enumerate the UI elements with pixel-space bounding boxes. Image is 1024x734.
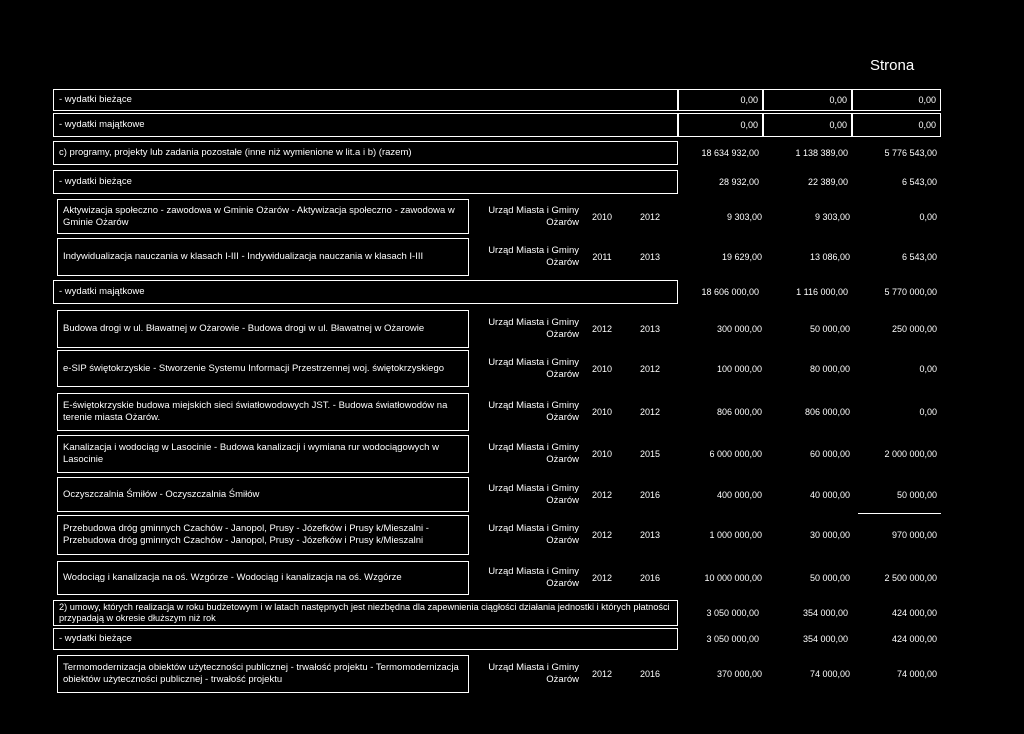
value-2: 74 000,00 (809, 669, 850, 679)
year-to: 2013 (639, 252, 661, 262)
year-to: 2012 (639, 407, 661, 417)
value-3: 250 000,00 (891, 324, 937, 334)
value-3: 2 500 000,00 (884, 573, 937, 583)
value-1: 3 050 000,00 (706, 634, 759, 644)
row-label: e-SIP świętokrzyskie - Stworzenie Systemu Informacji Przestrzennej woj. świętokrzyskiego (57, 350, 469, 387)
table-row (53, 141, 941, 165)
row-label: 2) umowy, których realizacja w roku budżetowym i w latach następnych jest niezbędna dla zapewnienia ciągłości działania jednostki i których płatności przypadają w okresie dłuższym niż rok (53, 600, 678, 626)
year-from: 2010 (591, 407, 613, 417)
value-2: 9 303,00 (814, 211, 850, 222)
year-to: 2013 (639, 530, 661, 540)
table-row (53, 393, 941, 431)
row-label: - wydatki bieżące (53, 628, 678, 650)
year-from: 2010 (591, 211, 613, 222)
value-3: 5 770 000,00 (884, 287, 937, 297)
value-2: 1 116 000,00 (796, 287, 848, 297)
year-to: 2012 (639, 211, 661, 222)
row-label: Kanalizacja i wodociąg w Lasocinie - Budowa kanalizacji i wymiana rur wodociągowych w Lasocinie (57, 435, 469, 473)
row-label: Przebudowa dróg gminnych Czachów - Janopol, Prusy - Józefków i Prusy k/Mieszalni - Przebudowa dróg gminnych Czachów - Janopol, Prusy - Józefków i Prusy k/Mieszalni (57, 515, 469, 555)
value-2: 50 000,00 (809, 573, 850, 583)
row-label: Aktywizacja społeczno - zawodowa w Gminie Ożarów - Aktywizacja społeczno - zawodowa w Gminie Ożarów (57, 199, 469, 234)
unit-name: Urząd Miasta i Gminy Ożarów (488, 523, 579, 546)
value-1: 9 303,00 (726, 211, 762, 222)
table-row (53, 310, 941, 348)
value-3: 424 000,00 (891, 634, 937, 644)
unit-name: Urząd Miasta i Gminy Ożarów (488, 204, 579, 228)
value-2: 0,00 (763, 113, 852, 137)
unit-name: Urząd Miasta i Gminy Ożarów (488, 566, 579, 589)
value-2: 806 000,00 (804, 407, 850, 417)
value-1: 3 050 000,00 (706, 608, 759, 618)
table-row (53, 350, 941, 387)
row-separator (858, 513, 941, 514)
value-1: 300 000,00 (716, 324, 762, 334)
value-1: 0,00 (678, 113, 763, 137)
value-2: 30 000,00 (809, 530, 850, 540)
year-to: 2013 (639, 324, 661, 334)
value-3: 50 000,00 (896, 489, 937, 500)
value-1: 28 932,00 (718, 177, 759, 187)
year-to: 2012 (639, 363, 661, 374)
value-2: 0,00 (763, 89, 852, 111)
value-3: 0,00 (919, 407, 937, 417)
year-to: 2015 (639, 449, 661, 459)
value-1: 18 634 932,00 (701, 148, 759, 158)
row-label: - wydatki majątkowe (53, 280, 678, 304)
value-3: 970 000,00 (891, 530, 937, 540)
row-label: - wydatki bieżące (53, 89, 678, 111)
value-2: 1 138 389,00 (795, 148, 848, 158)
table-row (53, 600, 941, 626)
table-row (53, 89, 941, 111)
value-2: 50 000,00 (809, 324, 850, 334)
row-label: - wydatki bieżące (53, 170, 678, 194)
value-2: 80 000,00 (809, 363, 850, 374)
value-3: 5 776 543,00 (884, 148, 937, 158)
row-label: E-świętokrzyskie budowa miejskich sieci światłowodowych JST. - Budowa światłowodów na terenie miasta Ożarów. (57, 393, 469, 431)
value-3: 0,00 (852, 113, 941, 137)
value-3: 6 543,00 (901, 177, 937, 187)
unit-name: Urząd Miasta i Gminy Ożarów (488, 317, 579, 340)
value-2: 13 086,00 (809, 252, 850, 262)
page-label: Strona (870, 57, 915, 74)
table-row (53, 561, 941, 595)
unit-name: Urząd Miasta i Gminy Ożarów (488, 245, 579, 268)
table-row (53, 113, 941, 137)
value-3: 2 000 000,00 (884, 449, 937, 459)
value-3: 0,00 (852, 89, 941, 111)
year-to: 2016 (639, 669, 661, 679)
table-row (53, 477, 941, 512)
value-3: 74 000,00 (896, 669, 937, 679)
year-from: 2011 (592, 252, 612, 262)
year-from: 2012 (591, 573, 613, 583)
value-2: 354 000,00 (802, 608, 848, 618)
value-3: 6 543,00 (901, 252, 937, 262)
value-3: 424 000,00 (891, 608, 937, 618)
value-2: 60 000,00 (809, 449, 850, 459)
table-row (53, 435, 941, 473)
table-row (53, 515, 941, 555)
unit-name: Urząd Miasta i Gminy Ożarów (488, 356, 579, 380)
value-3: 0,00 (919, 211, 937, 222)
year-to: 2016 (639, 489, 661, 500)
row-label: Wodociąg i kanalizacja na oś. Wzgórze - Wodociąg i kanalizacja na oś. Wzgórze (57, 561, 469, 595)
year-from: 2012 (591, 530, 613, 540)
year-from: 2010 (591, 449, 613, 459)
value-2: 22 389,00 (807, 177, 848, 187)
row-label: Budowa drogi w ul. Bławatnej w Ożarowie - Budowa drogi w ul. Bławatnej w Ożarowie (57, 310, 469, 348)
value-2: 354 000,00 (802, 634, 848, 644)
value-1: 100 000,00 (716, 363, 762, 374)
table-row (53, 280, 941, 304)
value-1: 19 629,00 (721, 252, 762, 262)
year-from: 2010 (591, 363, 613, 374)
row-label: - wydatki majątkowe (53, 113, 678, 137)
value-1: 0,00 (678, 89, 763, 111)
year-to: 2016 (639, 573, 661, 583)
table-row (53, 655, 941, 693)
row-label: Oczyszczalnia Śmiłów - Oczyszczalnia Śmiłów (57, 477, 469, 512)
value-1: 1 000 000,00 (709, 530, 762, 540)
value-1: 806 000,00 (716, 407, 762, 417)
year-from: 2012 (591, 324, 613, 334)
value-3: 0,00 (919, 363, 937, 374)
row-label: Termomodernizacja obiektów użyteczności publicznej - trwałość projektu - Termomodernizacja obiektów użyteczności publicznej - trwałość projektu (57, 655, 469, 693)
table-row (53, 199, 941, 234)
row-label: Indywidualizacja nauczania w klasach I-III - Indywidualizacja nauczania w klasach I-III (57, 238, 469, 276)
year-from: 2012 (591, 669, 613, 679)
unit-name: Urząd Miasta i Gminy Ożarów (488, 442, 579, 465)
value-1: 18 606 000,00 (701, 287, 759, 297)
row-label: c) programy, projekty lub zadania pozostałe (inne niż wymienione w lit.a i b) (razem) (53, 141, 678, 165)
year-from: 2012 (591, 489, 613, 500)
table-row (53, 628, 941, 650)
unit-name: Urząd Miasta i Gminy Ożarów (488, 662, 579, 685)
value-1: 10 000 000,00 (704, 573, 762, 583)
value-2: 40 000,00 (809, 489, 850, 500)
value-1: 6 000 000,00 (709, 449, 762, 459)
unit-name: Urząd Miasta i Gminy Ożarów (488, 400, 579, 423)
value-1: 400 000,00 (716, 489, 762, 500)
table-row (53, 238, 941, 276)
value-1: 370 000,00 (716, 669, 762, 679)
unit-name: Urząd Miasta i Gminy Ożarów (488, 482, 579, 506)
table-row (53, 170, 941, 194)
